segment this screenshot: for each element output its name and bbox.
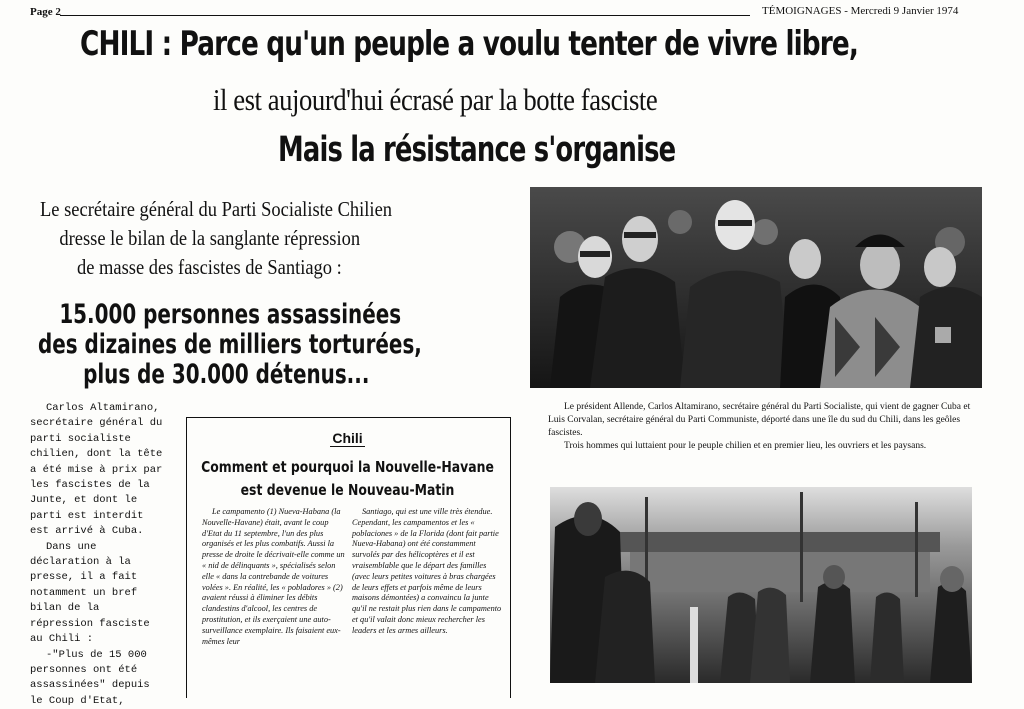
caption-paragraph: Trois hommes qui luttaient pour le peuple chilien et en premier lieu, les ouvriers et les paysans.	[548, 440, 988, 453]
subheadline	[40, 195, 462, 282]
photo-street-scene	[550, 487, 972, 683]
box-kicker	[186, 430, 509, 446]
figures-line: des dizaines de milliers torturées,	[38, 330, 464, 360]
main-headline: CHILI : Parce qu'un peuple a voulu tenter de vivre libre,	[80, 24, 854, 64]
article-paragraph: Carlos Altamirano, secrétaire général du parti socialiste chilien, dont la tête a été mise à prix par les fascistes de la Junte, et dont le parti est interdit est arrivé à Cuba.	[30, 401, 168, 540]
page-number: Page 2	[30, 6, 61, 18]
box-paragraph: Santiago, qui est une ville très étendue. Cependant, les campamentos et les « poblaciones » de la Florida (dont fait partie Nueva-Habana) ont été constamment survolés par des hélicoptères et il est vraisemblable que le départ des familles (avec leurs petites voitures à bras chargées de leurs effets et parfois même de leurs maisons démontées) a convaincu la junte qu'il ne restait plus rien dans le campamento et qu'il valait donc mieux rechercher les leaders et les armes ailleurs.	[352, 507, 502, 637]
subheadline-line: de masse des fascistes de Santiago :	[77, 253, 462, 282]
box-column-1	[202, 507, 347, 647]
header-rule	[60, 15, 750, 16]
article-paragraph: Dans une déclaration à la presse, il a fait notamment un bref bilan de la répression fasciste au Chili :	[30, 540, 168, 648]
box-title-line: est devenue le Nouveau-Matin	[199, 479, 496, 502]
secondary-headline: il est aujourd'hui écrasé par la botte fasciste	[213, 82, 815, 118]
box-title-line: Comment et pourquoi la Nouvelle-Havane	[199, 456, 496, 479]
box-kicker-text: Chili	[330, 430, 364, 447]
article-paragraph: -"Plus de 15 000 personnes ont été assassinées" depuis le Coup d'Etat,	[30, 648, 168, 709]
box-column-2	[352, 507, 502, 637]
subheadline-line: dresse le bilan de la sanglante répression	[59, 224, 462, 253]
photo-group-portrait-image	[530, 187, 982, 388]
subheadline-line: Le secrétaire général du Parti Socialiste Chilien	[40, 195, 462, 224]
masthead: TÉMOIGNAGES - Mercredi 9 Janvier 1974	[762, 5, 958, 17]
box-paragraph: Le campamento (1) Nueva-Habana (la Nouvelle-Havane) était, avant le coup d'Etat du 11 septembre, l'un des plus organisés et les plus combatifs. Aussi la presse de droite le décrivait-elle comme un « nid de délinquants », spécialisés selon elle « dans la contrebande de voitures volées ». En réalité, les « pobladores » (2) avaient réussi à éliminer les débits clandestins d'alcool, les centres de prostitution, et ils exerçaient une auto-surveillance exemplaire. Ils faisaient eux-mêmes leur	[202, 507, 347, 647]
caption-paragraph: Le président Allende, Carlos Altamirano, secrétaire général du Parti Socialiste, qui vient de gagner Cuba et Luis Corvalan, secrétaire général du Parti Communiste, déporté dans une île du sud du Chili, dans les geôles fascistes.	[548, 401, 988, 440]
figures-line: 15.000 personnes assassinées	[59, 300, 464, 330]
box-title	[199, 456, 496, 502]
left-column-article	[30, 401, 168, 709]
third-headline: Mais la résistance s'organise	[278, 130, 737, 170]
photo-street-scene-image	[550, 487, 972, 683]
photo-group-portrait	[530, 187, 982, 388]
figures-headline	[38, 300, 464, 390]
figures-line: plus de 30.000 détenus...	[83, 360, 464, 390]
photo-caption	[548, 401, 988, 453]
